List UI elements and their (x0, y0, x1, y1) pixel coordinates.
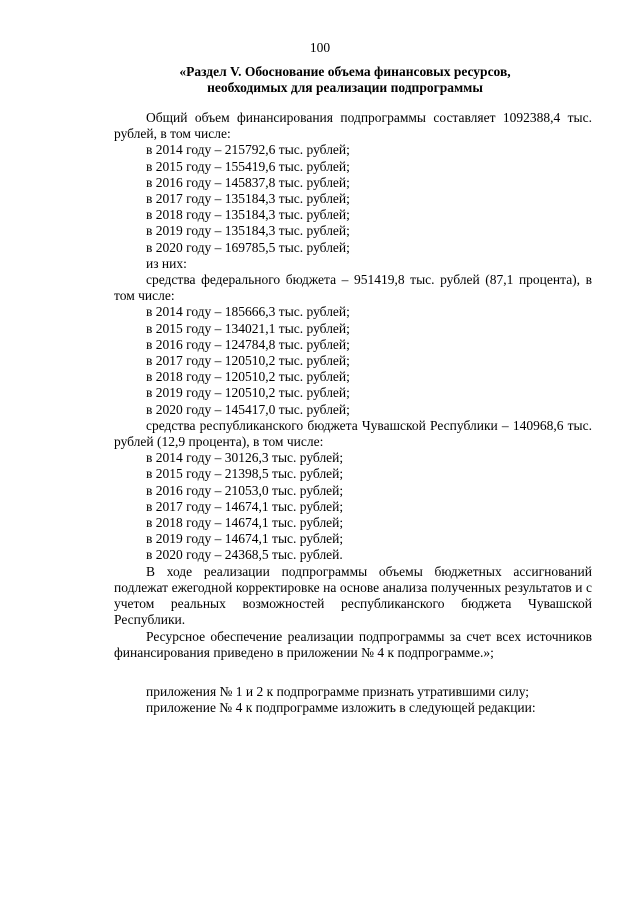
republic-year-line: в 2017 году – 14674,1 тыс. рублей; (146, 498, 344, 514)
republic-year-line: в 2016 году – 21053,0 тыс. рублей; (146, 482, 344, 498)
federal-funding-by-year (114, 304, 592, 417)
document-body (114, 110, 592, 716)
republic-year-line: в 2014 году – 30126,3 тыс. рублей; (146, 450, 344, 466)
amendment-annexes-1-2: приложения № 1 и 2 к подпрограмме признать утратившими силу; (146, 683, 530, 699)
federal-year-line: в 2014 году – 185666,3 тыс. рублей; (146, 304, 350, 320)
federal-year-line: в 2020 году – 145417,0 тыс. рублей; (146, 401, 350, 417)
total-year-line: в 2014 году – 215792,6 тыс. рублей; (146, 142, 350, 158)
republic-year-line: в 2020 году – 24368,5 тыс. рублей. (146, 547, 343, 563)
section-heading-line-1: «Раздел V. Обоснование объема финансовых ресурсов, (179, 64, 511, 79)
total-funding-by-year (114, 142, 592, 255)
paragraph-gap (114, 661, 592, 684)
total-year-line: в 2017 году – 135184,3 тыс. рублей; (146, 191, 350, 207)
total-year-line: в 2016 году – 145837,8 тыс. рублей; (146, 174, 350, 190)
total-year-line: в 2018 году – 135184,3 тыс. рублей; (146, 207, 350, 223)
federal-year-line: в 2015 году – 134021,1 тыс. рублей; (146, 320, 350, 336)
of-which-label: из них: (146, 255, 187, 271)
republic-year-line: в 2019 году – 14674,1 тыс. рублей; (146, 531, 344, 547)
total-year-line: в 2015 году – 155419,6 тыс. рублей; (146, 158, 350, 174)
section-heading-line-2: необходимых для реализации подпрограммы (207, 80, 483, 96)
federal-year-line: в 2017 году – 120510,2 тыс. рублей; (146, 353, 350, 369)
section-heading (100, 64, 590, 96)
republic-year-line: в 2018 году – 14674,1 тыс. рублей; (146, 515, 344, 531)
federal-funding-intro: средства федерального бюджета – 951419,8 тыс. рублей (87,1 процента), в том числе: (114, 272, 592, 304)
page-number: 100 (309, 40, 331, 55)
amendment-annex-4: приложение № 4 к подпрограмме изложить в следующей редакции: (146, 700, 536, 716)
federal-year-line: в 2019 году – 120510,2 тыс. рублей; (146, 385, 350, 401)
resource-provision-paragraph: Ресурсное обеспечение реализации подпрограммы за счет всех источников финансирования приведено в приложении № 4 к подпрограмме.»; (114, 628, 592, 660)
federal-year-line: в 2018 году – 120510,2 тыс. рублей; (146, 369, 350, 385)
total-year-line: в 2019 году – 135184,3 тыс. рублей; (146, 223, 350, 239)
republic-funding-intro: средства республиканского бюджета Чувашской Республики – 140968,6 тыс. рублей (12,9 процента), в том числе: (114, 417, 592, 450)
total-funding-intro: Общий объем финансирования подпрограммы составляет 1092388,4 тыс. рублей, в том числе: (114, 110, 592, 142)
budget-adjustment-paragraph: В ходе реализации подпрограммы объемы бюджетных ассигнований подлежат ежегодной корректировке на основе анализа полученных результатов и с учетом реальных возможностей республиканского бюджета Чувашской Республики. (114, 563, 592, 628)
republic-funding-by-year (114, 450, 592, 563)
republic-year-line: в 2015 году – 21398,5 тыс. рублей; (146, 466, 344, 482)
total-year-line: в 2020 году – 169785,5 тыс. рублей; (146, 239, 350, 255)
federal-year-line: в 2016 году – 124784,8 тыс. рублей; (146, 336, 350, 352)
